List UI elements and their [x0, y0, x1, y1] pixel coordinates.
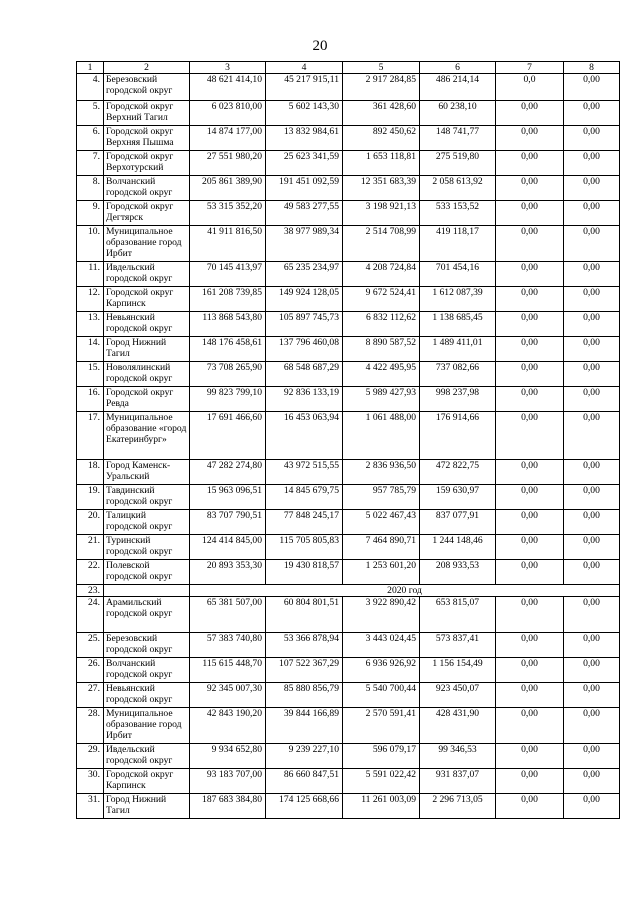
table-cell: 53 315 352,20: [190, 201, 266, 226]
table-cell: 20 893 353,30: [190, 560, 266, 585]
table-cell: 0,00: [564, 151, 620, 176]
table-cell: Невьянский городской округ: [104, 683, 190, 708]
column-header: 3: [190, 62, 266, 74]
table-cell: Туринский городской округ: [104, 535, 190, 560]
table-cell: 0,00: [496, 126, 564, 151]
table-row: [77, 176, 620, 201]
table-cell: 28.: [77, 708, 104, 744]
table-cell: 93 183 707,00: [190, 769, 266, 794]
table-cell: 486 214,14: [420, 74, 496, 101]
table-cell: 0,00: [496, 176, 564, 201]
table-cell: 107 522 367,29: [266, 658, 343, 683]
table-row: [77, 126, 620, 151]
column-header: 1: [77, 62, 104, 74]
table-cell: 0,00: [564, 312, 620, 337]
table-cell: 26.: [77, 658, 104, 683]
table-cell: 14 874 177,00: [190, 126, 266, 151]
table-cell: 11.: [77, 262, 104, 287]
table-row: [77, 633, 620, 658]
table-cell: 137 796 460,08: [266, 337, 343, 362]
table-cell: 57 383 740,80: [190, 633, 266, 658]
table-cell: 99 823 799,10: [190, 387, 266, 412]
table-cell: 176 914,66: [420, 412, 496, 460]
table-cell: 4 422 495,95: [343, 362, 420, 387]
table-cell: Город Каменск-Уральский: [104, 460, 190, 485]
table-cell: 2 514 708,99: [343, 226, 420, 262]
table-cell: 124 414 845,00: [190, 535, 266, 560]
table-cell: 701 454,16: [420, 262, 496, 287]
table-cell: Новолялинский городской округ: [104, 362, 190, 387]
table-cell: 3 443 024,45: [343, 633, 420, 658]
table-cell: 3 198 921,13: [343, 201, 420, 226]
table-cell: Волчанский городской округ: [104, 658, 190, 683]
table-row: [77, 510, 620, 535]
table-cell: Городской округ Верхотурский: [104, 151, 190, 176]
table-cell: 5 989 427,93: [343, 387, 420, 412]
table-cell: 6 023 810,00: [190, 101, 266, 126]
table-cell: 0,00: [564, 708, 620, 744]
table-row: [77, 460, 620, 485]
table-cell: 0,00: [564, 769, 620, 794]
table-cell: 419 118,17: [420, 226, 496, 262]
table-cell: 892 450,62: [343, 126, 420, 151]
column-header: 5: [343, 62, 420, 74]
table-cell: 0,00: [564, 560, 620, 585]
table-cell: Городской округ Ревда: [104, 387, 190, 412]
table-cell: 13.: [77, 312, 104, 337]
table-cell: 7.: [77, 151, 104, 176]
table-cell: 60 804 801,51: [266, 597, 343, 633]
table-cell: 187 683 384,80: [190, 794, 266, 819]
table-cell: 38 977 989,34: [266, 226, 343, 262]
table-cell: Полевской городской округ: [104, 560, 190, 585]
table-cell: 1 244 148,46: [420, 535, 496, 560]
table-cell: 4 208 724,84: [343, 262, 420, 287]
table-row: [77, 151, 620, 176]
table-cell: 191 451 092,59: [266, 176, 343, 201]
table-row: [77, 287, 620, 312]
table-row: [77, 362, 620, 387]
table-cell: Городской округ Верхняя Пышма: [104, 126, 190, 151]
table-cell: 92 836 133,19: [266, 387, 343, 412]
table-cell: 0,00: [496, 312, 564, 337]
year-section-row: [77, 585, 620, 597]
table-cell: 0,00: [564, 485, 620, 510]
table-cell: 25.: [77, 633, 104, 658]
column-header: 6: [420, 62, 496, 74]
table-cell: 99 346,53: [420, 744, 496, 769]
table-cell: 65 381 507,00: [190, 597, 266, 633]
table-row: [77, 769, 620, 794]
table-cell: 596 079,17: [343, 744, 420, 769]
table-cell: 0,00: [564, 535, 620, 560]
table-cell: 428 431,90: [420, 708, 496, 744]
page-number: 20: [312, 38, 328, 54]
table-cell: 17 691 466,60: [190, 412, 266, 460]
column-number-header-row: [77, 62, 620, 74]
table-cell: 25 623 341,59: [266, 151, 343, 176]
table-cell: 923 450,07: [420, 683, 496, 708]
column-header: 8: [564, 62, 620, 74]
table-cell: 0,00: [496, 387, 564, 412]
table-cell: 957 785,79: [343, 485, 420, 510]
table-cell: Тавдинский городской округ: [104, 485, 190, 510]
table-cell: 5 602 143,30: [266, 101, 343, 126]
table-cell: 1 156 154,49: [420, 658, 496, 683]
table-cell: 85 880 856,79: [266, 683, 343, 708]
table-cell: 1 489 411,01: [420, 337, 496, 362]
table-cell: 0,00: [496, 287, 564, 312]
table-cell: 0,00: [564, 744, 620, 769]
table-cell: 15 963 096,51: [190, 485, 266, 510]
table-row: [77, 387, 620, 412]
table-cell: 6.: [77, 126, 104, 151]
table-cell: 19.: [77, 485, 104, 510]
table-row: [77, 412, 620, 460]
table-cell: 0,00: [496, 708, 564, 744]
table-cell: 533 153,52: [420, 201, 496, 226]
column-header: 2: [104, 62, 190, 74]
table-cell: 837 077,91: [420, 510, 496, 535]
table-cell: 9.: [77, 201, 104, 226]
table-row: [77, 312, 620, 337]
table-cell: 49 583 277,55: [266, 201, 343, 226]
table-cell: Березовский городской округ: [104, 74, 190, 101]
table-cell: 24.: [77, 597, 104, 633]
table-cell: 43 972 515,55: [266, 460, 343, 485]
table-cell: 65 235 234,97: [266, 262, 343, 287]
table-cell: 15.: [77, 362, 104, 387]
table-cell: 161 208 739,85: [190, 287, 266, 312]
table-cell: 2020 год: [190, 585, 620, 597]
table-cell: 0,00: [564, 658, 620, 683]
table-cell: 0,00: [496, 101, 564, 126]
table-cell: 9 934 652,80: [190, 744, 266, 769]
table-cell: 21.: [77, 535, 104, 560]
table-cell: 737 082,66: [420, 362, 496, 387]
table-cell: 45 217 915,11: [266, 74, 343, 101]
table-cell: 174 125 668,66: [266, 794, 343, 819]
table-cell: 0,00: [496, 658, 564, 683]
table-cell: [104, 585, 190, 597]
table-cell: 73 708 265,90: [190, 362, 266, 387]
table-cell: 0,00: [564, 683, 620, 708]
table-cell: 113 868 543,80: [190, 312, 266, 337]
table-cell: 31.: [77, 794, 104, 819]
table-cell: 0,00: [564, 176, 620, 201]
table-cell: 931 837,07: [420, 769, 496, 794]
table-cell: 0,00: [496, 362, 564, 387]
table-cell: Невьянский городской округ: [104, 312, 190, 337]
table-cell: 6 832 112,62: [343, 312, 420, 337]
table-cell: 0,00: [496, 560, 564, 585]
table-row: [77, 226, 620, 262]
table-cell: 0,00: [496, 412, 564, 460]
table-cell: 4.: [77, 74, 104, 101]
table-cell: 573 837,41: [420, 633, 496, 658]
table-cell: 8 890 587,52: [343, 337, 420, 362]
table-cell: 5 540 700,44: [343, 683, 420, 708]
table-cell: 0,00: [496, 485, 564, 510]
table-cell: 16 453 063,94: [266, 412, 343, 460]
table-cell: 0,00: [496, 769, 564, 794]
table-cell: 0,00: [496, 535, 564, 560]
table-cell: 1 612 087,39: [420, 287, 496, 312]
table-cell: Муниципальное образование «город Екатеринбург»: [104, 412, 190, 460]
table-row: [77, 262, 620, 287]
table-row: [77, 708, 620, 744]
table-cell: 0,00: [564, 510, 620, 535]
table-cell: 0,00: [496, 794, 564, 819]
table-cell: 159 630,97: [420, 485, 496, 510]
budget-table: [76, 61, 620, 819]
table-row: [77, 597, 620, 633]
table-cell: 208 933,53: [420, 560, 496, 585]
table-cell: 3 922 890,42: [343, 597, 420, 633]
table-cell: 1 138 685,45: [420, 312, 496, 337]
table-cell: 70 145 413,97: [190, 262, 266, 287]
table-row: [77, 658, 620, 683]
table-cell: 148 741,77: [420, 126, 496, 151]
table-cell: 0,00: [496, 597, 564, 633]
table-cell: 42 843 190,20: [190, 708, 266, 744]
table-cell: 8.: [77, 176, 104, 201]
table-cell: 0,00: [496, 201, 564, 226]
table-cell: 0,00: [564, 101, 620, 126]
table-cell: 0,00: [496, 151, 564, 176]
table-cell: 19 430 818,57: [266, 560, 343, 585]
table-cell: 12.: [77, 287, 104, 312]
table-cell: 0,00: [496, 262, 564, 287]
table-cell: 14.: [77, 337, 104, 362]
table-cell: 9 239 227,10: [266, 744, 343, 769]
table-body: [77, 62, 620, 819]
table-cell: 30.: [77, 769, 104, 794]
table-cell: 0,00: [496, 744, 564, 769]
table-cell: Березовский городской округ: [104, 633, 190, 658]
table-cell: 18.: [77, 460, 104, 485]
table-cell: 0,00: [564, 633, 620, 658]
table-cell: Город Нижний Тагил: [104, 337, 190, 362]
table-cell: 92 345 007,30: [190, 683, 266, 708]
table-cell: 0,00: [496, 460, 564, 485]
table-cell: 653 815,07: [420, 597, 496, 633]
table-cell: 0,00: [564, 337, 620, 362]
table-cell: 0,00: [564, 460, 620, 485]
table-cell: 0,00: [496, 633, 564, 658]
table-cell: 41 911 816,50: [190, 226, 266, 262]
table-cell: 11 261 003,09: [343, 794, 420, 819]
table-cell: Городской округ Верхний Тагил: [104, 101, 190, 126]
table-cell: 0,00: [496, 683, 564, 708]
table-cell: Городской округ Дегтярск: [104, 201, 190, 226]
table-cell: 0,00: [564, 412, 620, 460]
table-cell: 29.: [77, 744, 104, 769]
table-cell: Волчанский городской округ: [104, 176, 190, 201]
table-row: [77, 74, 620, 101]
table-cell: Муниципальное образование город Ирбит: [104, 226, 190, 262]
table-row: [77, 794, 620, 819]
table-cell: 86 660 847,51: [266, 769, 343, 794]
table-cell: 16.: [77, 387, 104, 412]
table-cell: Городской округ Карпинск: [104, 769, 190, 794]
table-cell: 2 570 591,41: [343, 708, 420, 744]
table-cell: 20.: [77, 510, 104, 535]
table-row: [77, 560, 620, 585]
table-cell: 275 519,80: [420, 151, 496, 176]
table-cell: 2 058 613,92: [420, 176, 496, 201]
table-cell: 13 832 984,61: [266, 126, 343, 151]
table-cell: 0,00: [564, 794, 620, 819]
table-cell: 27 551 980,20: [190, 151, 266, 176]
table-cell: 0,00: [564, 74, 620, 101]
table-cell: 0,0: [496, 74, 564, 101]
table-cell: 68 548 687,29: [266, 362, 343, 387]
table-cell: 23.: [77, 585, 104, 597]
table-cell: 77 848 245,17: [266, 510, 343, 535]
table-cell: Ивдельский городской округ: [104, 744, 190, 769]
table-cell: 0,00: [564, 201, 620, 226]
table-cell: 0,00: [564, 226, 620, 262]
table-cell: 22.: [77, 560, 104, 585]
table-cell: 5.: [77, 101, 104, 126]
table-cell: 1 653 118,81: [343, 151, 420, 176]
table-cell: 0,00: [496, 337, 564, 362]
table-cell: 0,00: [496, 226, 564, 262]
table-cell: 149 924 128,05: [266, 287, 343, 312]
table-cell: 998 237,98: [420, 387, 496, 412]
table-row: [77, 101, 620, 126]
table-cell: 115 705 805,83: [266, 535, 343, 560]
table-cell: 0,00: [564, 362, 620, 387]
table-cell: Ивдельский городской округ: [104, 262, 190, 287]
table-cell: 27.: [77, 683, 104, 708]
table-cell: Арамильский городской округ: [104, 597, 190, 633]
table-row: [77, 201, 620, 226]
table-row: [77, 337, 620, 362]
table-row: [77, 485, 620, 510]
table-cell: 7 464 890,71: [343, 535, 420, 560]
table-cell: 148 176 458,61: [190, 337, 266, 362]
table-cell: 2 836 936,50: [343, 460, 420, 485]
column-header: 7: [496, 62, 564, 74]
table-cell: 0,00: [564, 262, 620, 287]
table-cell: 5 591 022,42: [343, 769, 420, 794]
table-cell: 2 296 713,05: [420, 794, 496, 819]
table-cell: 0,00: [564, 126, 620, 151]
table-cell: 2 917 284,85: [343, 74, 420, 101]
table-cell: 39 844 166,89: [266, 708, 343, 744]
table-cell: 17.: [77, 412, 104, 460]
table-cell: 83 707 790,51: [190, 510, 266, 535]
table-cell: 1 061 488,00: [343, 412, 420, 460]
table-cell: 10.: [77, 226, 104, 262]
table-cell: 48 621 414,10: [190, 74, 266, 101]
table-cell: 14 845 679,75: [266, 485, 343, 510]
table-cell: 105 897 745,73: [266, 312, 343, 337]
table-cell: 47 282 274,80: [190, 460, 266, 485]
table-cell: 60 238,10: [420, 101, 496, 126]
table-cell: 9 672 524,41: [343, 287, 420, 312]
table-row: [77, 683, 620, 708]
table-cell: Город Нижний Тагил: [104, 794, 190, 819]
table-cell: Талицкий городской округ: [104, 510, 190, 535]
table-cell: 5 022 467,43: [343, 510, 420, 535]
table-cell: 361 428,60: [343, 101, 420, 126]
table-row: [77, 744, 620, 769]
table-cell: 0,00: [564, 287, 620, 312]
column-header: 4: [266, 62, 343, 74]
table-cell: 0,00: [564, 387, 620, 412]
table-cell: 6 936 926,92: [343, 658, 420, 683]
table-cell: 472 822,75: [420, 460, 496, 485]
table-cell: 0,00: [564, 597, 620, 633]
table-cell: 205 861 389,90: [190, 176, 266, 201]
table-cell: 1 253 601,20: [343, 560, 420, 585]
table-row: [77, 535, 620, 560]
table-cell: 53 366 878,94: [266, 633, 343, 658]
table-cell: 12 351 683,39: [343, 176, 420, 201]
table-cell: Городской округ Карпинск: [104, 287, 190, 312]
table-cell: 0,00: [496, 510, 564, 535]
table-cell: 115 615 448,70: [190, 658, 266, 683]
table-cell: Муниципальное образование город Ирбит: [104, 708, 190, 744]
